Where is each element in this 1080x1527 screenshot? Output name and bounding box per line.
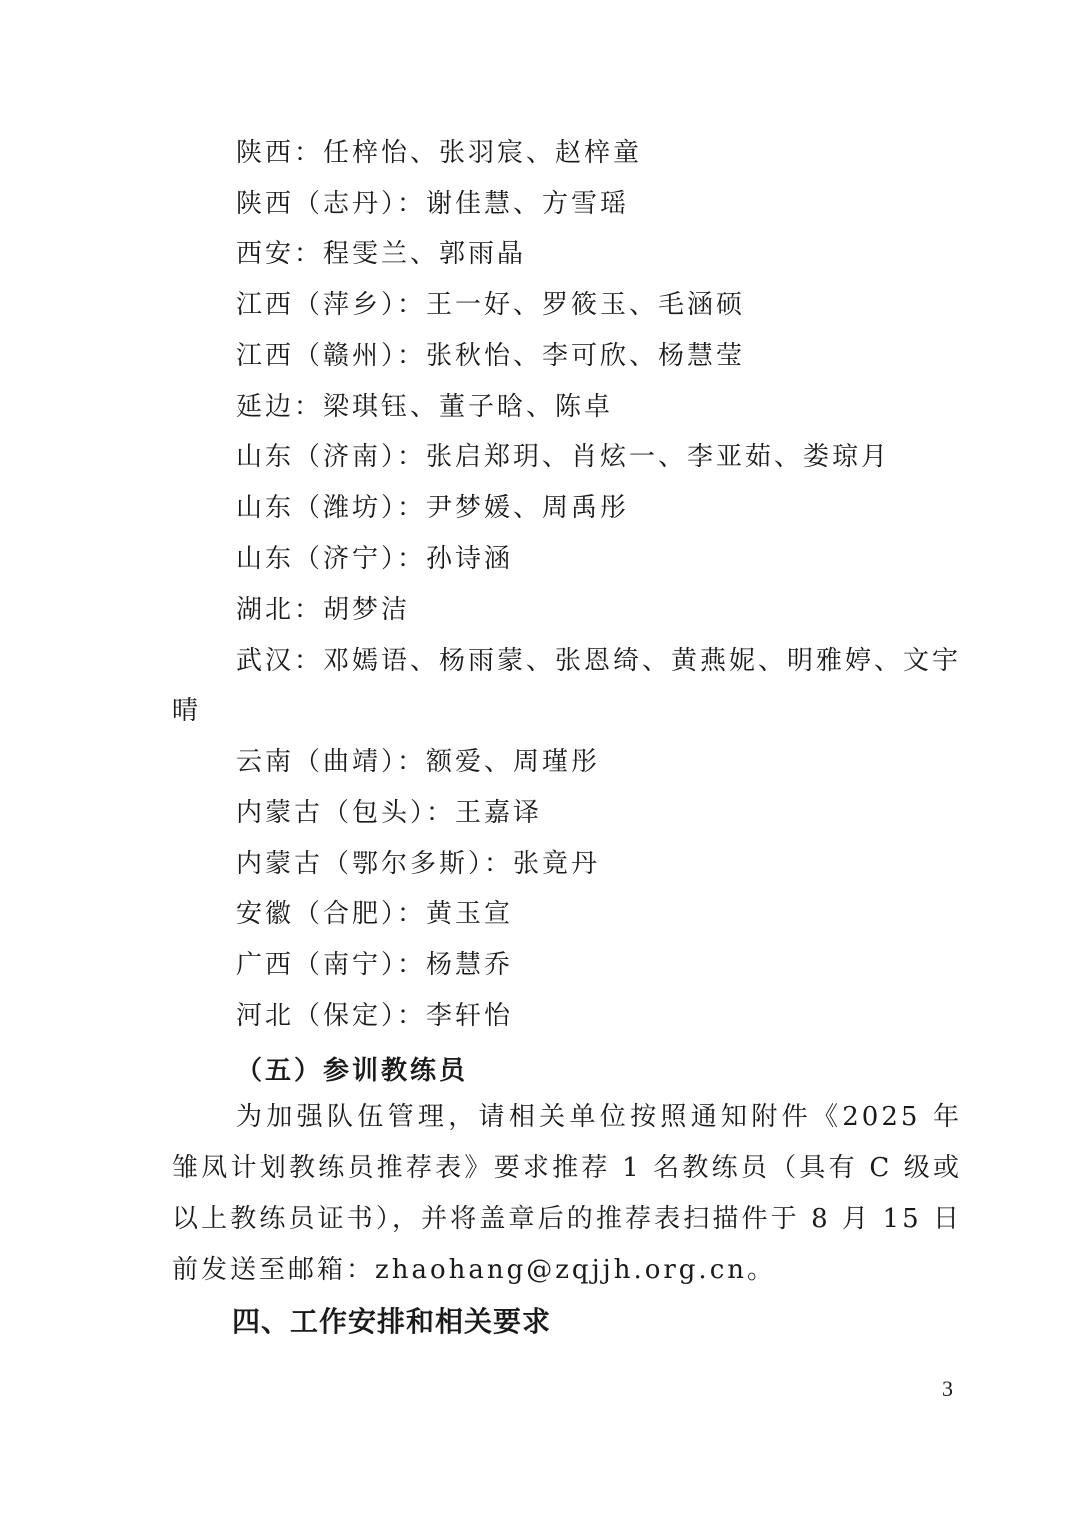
page-number: 3 [942,1376,953,1401]
list-item: 安徽（合肥）：黄玉宣 [236,899,514,929]
list-item: 内蒙古（鄂尔多斯）：张竟丹 [236,849,601,879]
list-item: 山东（济南）：张启郑玥、肖炫一、李亚茹、娄琼月 [236,442,891,472]
list-item: 内蒙古（包头）：王嘉译 [236,798,543,828]
list-item: 广西（南宁）：杨慧乔 [236,950,514,980]
body-paragraph: 为加强队伍管理，请相关单位按照通知附件《2025 年雏凤计划教练员推荐表》要求推荐 1 名教练员（具有 C 级或以上教练员证书），并将盖章后的推荐表扫描件于 8 月 15 日前发送至邮箱：zhaohang@zqjjh.org.cn。 [172,1102,962,1285]
list-item: 河北（保定）：李轩怡 [236,1001,514,1031]
list-item: 陕西：任梓怡、张羽宸、赵梓童 [236,138,643,168]
list-item: 武汉：邓嫣语、杨雨蒙、张恩绮、黄燕妮、明雅婷、文宇 [236,646,962,676]
list-item: 延边：梁琪钰、董子晗、陈卓 [236,392,614,422]
list-item: 江西（赣州）：张秋怡、李可欣、杨慧莹 [236,341,746,371]
list-item: 湖北：胡梦洁 [236,595,411,625]
list-item: 山东（济宁）：孙诗涵 [236,544,514,574]
section-heading: 四、工作安排和相关要求 [232,1305,552,1338]
list-item: 山东（潍坊）：尹梦媛、周禹彤 [236,493,630,523]
list-item: 云南（曲靖）：额爱、周瑾彤 [236,747,601,777]
list-item: 西安：程雯兰、郭雨晶 [236,239,527,269]
list-item: 江西（萍乡）：王一好、罗筱玉、毛涵硕 [236,290,746,320]
subheading: （五）参训教练员 [236,1056,469,1086]
list-item: 陕西（志丹）：谢佳慧、方雪瑶 [236,189,630,219]
list-item-continuation: 晴 [172,696,202,726]
